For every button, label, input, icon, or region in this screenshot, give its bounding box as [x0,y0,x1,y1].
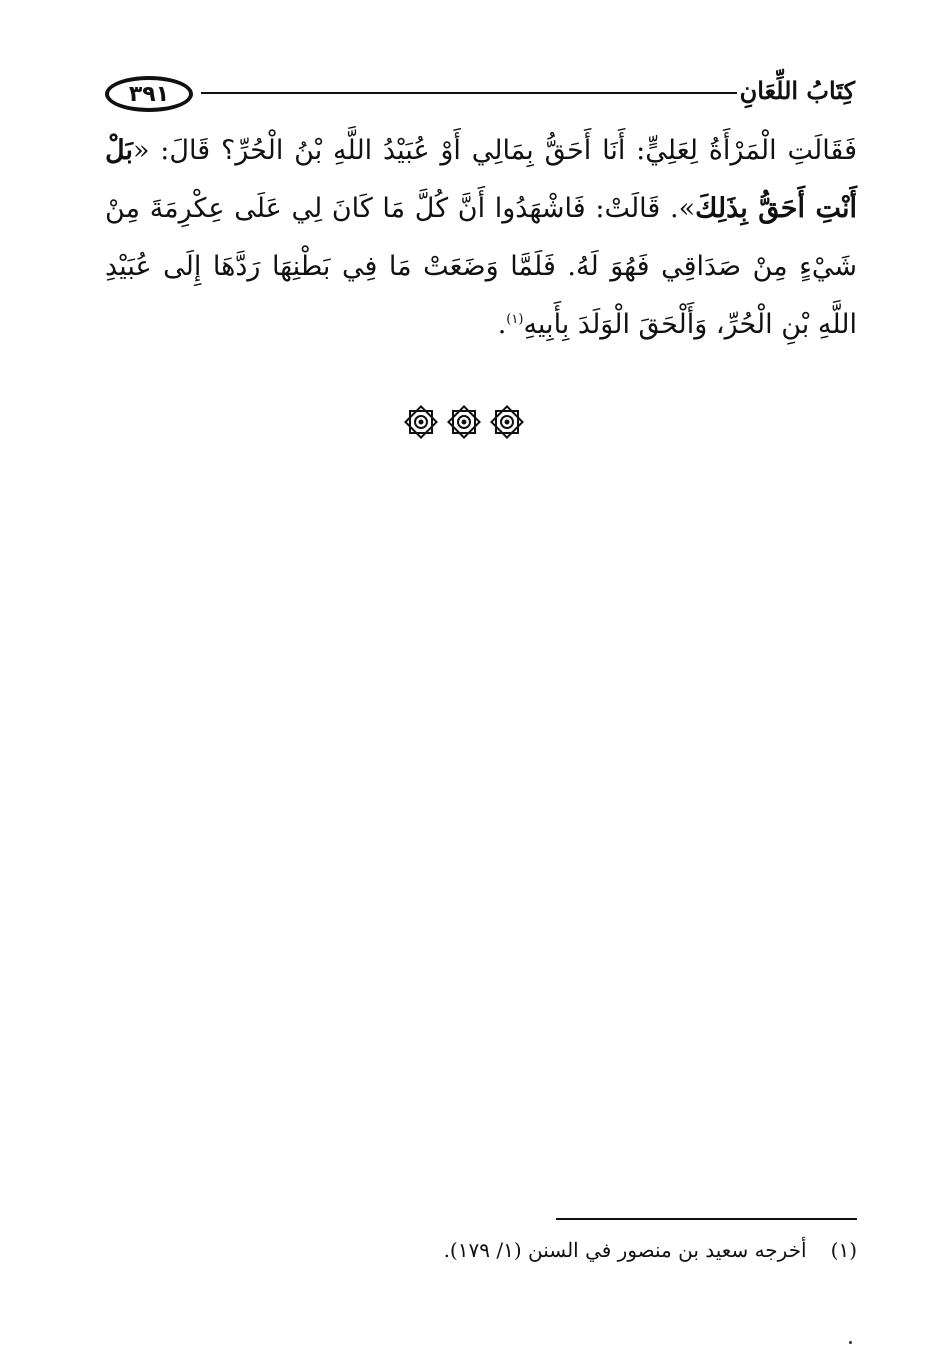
paragraph [105,122,857,354]
scan-speck [849,1341,852,1344]
octagram-ornament-icon [447,405,481,439]
page-number: ٣٩١ [128,81,170,107]
octagram-ornament-icon [490,405,524,439]
text-run: فَقَالَتِ الْمَرْأَةُ لِعَلِيٍّ: أَنَا أَحَقُّ بِمَالِي أَوْ عُبَيْدُ اللَّهِ بْنُ الْحُرِّ؟ قَالَ: « [132,135,857,166]
running-title: كِتَابُ اللِّعَانِ [739,76,855,105]
text-run: . [497,309,507,340]
quoted-hadith: بَلْ أَنْتِ أَحَقُّ بِذَلِكَ [105,135,857,224]
page-header [105,70,855,120]
header-rule [201,92,737,94]
footnote-text: أخرجه سعيد بن منصور في السنن (١/ ١٧٩). [443,1238,807,1262]
main-text [105,122,857,354]
footnote [300,1238,857,1262]
footnote-number: (١) [830,1238,857,1262]
footnote-reference: (١) [506,312,524,327]
section-divider-ornaments [404,405,524,445]
text-run: ». قَالَتْ: فَاشْهَدُوا أَنَّ كُلَّ مَا كَانَ لِي عَلَى عِكْرِمَةَ مِنْ شَيْءٍ مِنْ صَدَاقِي فَهُوَ لَهُ. فَلَمَّا وَضَعَتْ مَا فِي بَطْنِهَا رَدَّهَا إِلَى عُبَيْدِ اللَّهِ بْنِ الْحُرِّ، وَأَلْحَقَ الْوَلَدَ بِأَبِيهِ [105,193,857,340]
octagram-ornament-icon [404,405,438,439]
page-number-badge [105,76,193,112]
footnote-separator [556,1218,857,1220]
